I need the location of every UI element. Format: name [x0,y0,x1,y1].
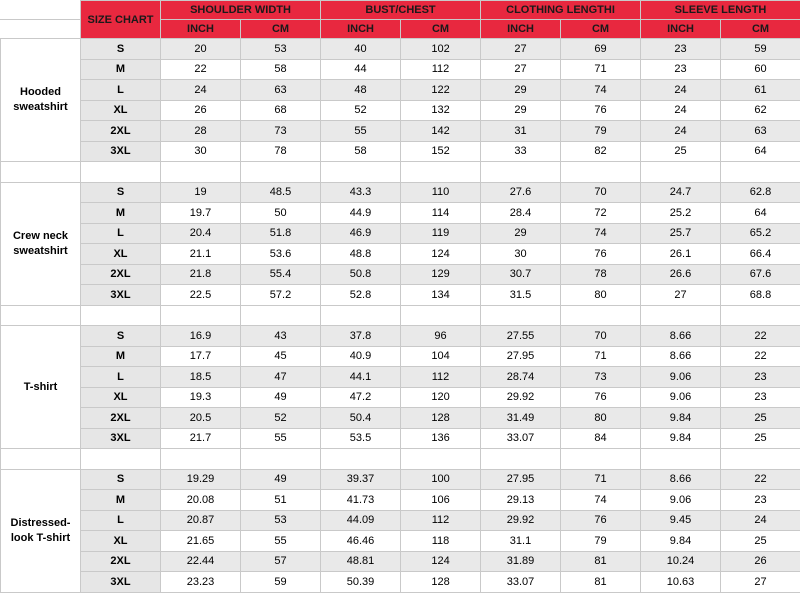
measurement-cell: 76 [561,387,641,408]
measurement-cell: 59 [241,572,321,593]
measurement-cell: 70 [561,182,641,203]
measurement-cell: 69 [561,39,641,60]
measurement-cell: 9.45 [641,510,721,531]
measurement-cell: 57.2 [241,285,321,306]
empty-cell [81,162,161,183]
table-row [1,39,800,60]
measurement-cell: 22 [721,469,800,490]
measurement-cell: 22.5 [161,285,241,306]
measurement-cell: 25.7 [641,223,721,244]
category-label: Distressed-look T-shirt [1,469,81,592]
measurement-cell: 17.7 [161,346,241,367]
measurement-cell: 47 [241,367,321,388]
category-label: T-shirt [1,326,81,449]
measurement-cell: 128 [401,572,481,593]
measurement-cell: 44 [321,59,401,80]
measurement-cell: 19.3 [161,387,241,408]
measurement-cell: 29 [481,223,561,244]
measurement-cell: 61 [721,80,800,101]
measurement-cell: 28.74 [481,367,561,388]
measurement-cell: 9.84 [641,408,721,429]
measurement-cell: 33.07 [481,572,561,593]
unit-cm: CM [561,20,641,39]
measurement-cell: 73 [241,121,321,142]
measurement-cell: 72 [561,203,641,224]
measurement-cell: 152 [401,141,481,162]
measurement-cell: 53 [241,39,321,60]
measurement-cell: 120 [401,387,481,408]
table-row [1,572,800,593]
measurement-cell: 20.87 [161,510,241,531]
measurement-cell: 28.4 [481,203,561,224]
empty-cell [721,305,800,326]
measurement-cell: 10.24 [641,551,721,572]
measurement-cell: 52 [241,408,321,429]
unit-inch: INCH [161,20,241,39]
measurement-cell: 128 [401,408,481,429]
measurement-cell: 48 [321,80,401,101]
table-row [1,367,800,388]
measurement-cell: 112 [401,367,481,388]
table-row [1,264,800,285]
measurement-cell: 74 [561,490,641,511]
empty-cell [161,449,241,470]
measurement-cell: 76 [561,244,641,265]
empty-cell [561,449,641,470]
measurement-cell: 25 [721,531,800,552]
measurement-cell: 55.4 [241,264,321,285]
header-corner-2 [1,20,81,39]
size-label: XL [81,387,161,408]
unit-cm: CM [401,20,481,39]
category-label: Hooded sweatshirt [1,39,81,162]
measurement-cell: 68 [241,100,321,121]
empty-cell [481,449,561,470]
measurement-cell: 122 [401,80,481,101]
measurement-cell: 80 [561,285,641,306]
unit-inch: INCH [321,20,401,39]
measurement-cell: 23 [641,39,721,60]
measurement-cell: 27 [641,285,721,306]
measurement-cell: 20.08 [161,490,241,511]
measurement-cell: 46.46 [321,531,401,552]
group-sleeve-length: SLEEVE LENGTH [641,1,800,20]
measurement-cell: 22.44 [161,551,241,572]
measurement-cell: 20.5 [161,408,241,429]
measurement-cell: 67.6 [721,264,800,285]
unit-inch: INCH [641,20,721,39]
measurement-cell: 24 [721,510,800,531]
measurement-cell: 78 [561,264,641,285]
measurement-cell: 19.7 [161,203,241,224]
measurement-cell: 53 [241,510,321,531]
measurement-cell: 112 [401,510,481,531]
measurement-cell: 37.8 [321,326,401,347]
measurement-cell: 9.06 [641,490,721,511]
measurement-cell: 24 [641,100,721,121]
measurement-cell: 27.95 [481,346,561,367]
measurement-cell: 52 [321,100,401,121]
table-row [1,531,800,552]
measurement-cell: 30 [481,244,561,265]
empty-cell [241,162,321,183]
measurement-cell: 112 [401,59,481,80]
measurement-cell: 49 [241,387,321,408]
measurement-cell: 29.92 [481,510,561,531]
measurement-cell: 106 [401,490,481,511]
empty-cell [561,162,641,183]
header-corner [1,1,81,20]
empty-cell [481,162,561,183]
group-bust-chest: BUST/CHEST [321,1,481,20]
empty-cell [81,305,161,326]
measurement-cell: 22 [721,326,800,347]
measurement-cell: 9.84 [641,531,721,552]
table-row [1,408,800,429]
measurement-cell: 59 [721,39,800,60]
size-label: L [81,367,161,388]
measurement-cell: 68.8 [721,285,800,306]
measurement-cell: 24 [641,121,721,142]
measurement-cell: 79 [561,121,641,142]
size-label: S [81,326,161,347]
size-label: XL [81,531,161,552]
measurement-cell: 81 [561,551,641,572]
size-label: M [81,203,161,224]
measurement-cell: 26 [161,100,241,121]
measurement-cell: 63 [721,121,800,142]
measurement-cell: 102 [401,39,481,60]
measurement-cell: 26.1 [641,244,721,265]
measurement-cell: 119 [401,223,481,244]
measurement-cell: 66.4 [721,244,800,265]
measurement-cell: 65.2 [721,223,800,244]
measurement-cell: 104 [401,346,481,367]
measurement-cell: 132 [401,100,481,121]
measurement-cell: 124 [401,551,481,572]
measurement-cell: 62.8 [721,182,800,203]
size-label: 3XL [81,572,161,593]
measurement-cell: 64 [721,203,800,224]
measurement-cell: 29 [481,100,561,121]
measurement-cell: 29.92 [481,387,561,408]
size-label: 3XL [81,141,161,162]
spacer-row [1,162,800,183]
measurement-cell: 40 [321,39,401,60]
table-row [1,203,800,224]
measurement-cell: 55 [241,428,321,449]
measurement-cell: 22 [721,346,800,367]
measurement-cell: 24 [161,80,241,101]
measurement-cell: 64 [721,141,800,162]
empty-cell [721,449,800,470]
category-label: Crew neck sweatshirt [1,182,81,305]
measurement-cell: 53.5 [321,428,401,449]
unit-cm: CM [721,20,800,39]
measurement-cell: 8.66 [641,346,721,367]
empty-cell [1,305,81,326]
measurement-cell: 44.9 [321,203,401,224]
measurement-cell: 10.63 [641,572,721,593]
measurement-cell: 23 [721,367,800,388]
empty-cell [641,449,721,470]
measurement-cell: 31.89 [481,551,561,572]
size-label: XL [81,100,161,121]
measurement-cell: 31 [481,121,561,142]
measurement-cell: 50.39 [321,572,401,593]
table-row [1,551,800,572]
measurement-cell: 58 [321,141,401,162]
measurement-cell: 33 [481,141,561,162]
measurement-cell: 142 [401,121,481,142]
unit-cm: CM [241,20,321,39]
measurement-cell: 43.3 [321,182,401,203]
measurement-cell: 27 [721,572,800,593]
measurement-cell: 51 [241,490,321,511]
measurement-cell: 81 [561,572,641,593]
measurement-cell: 50.8 [321,264,401,285]
table-row [1,510,800,531]
measurement-cell: 63 [241,80,321,101]
measurement-cell: 24.7 [641,182,721,203]
measurement-cell: 129 [401,264,481,285]
measurement-cell: 73 [561,367,641,388]
measurement-cell: 136 [401,428,481,449]
table-row [1,285,800,306]
size-label: L [81,510,161,531]
measurement-cell: 23 [721,490,800,511]
empty-cell [161,305,241,326]
size-label: L [81,223,161,244]
measurement-cell: 25 [721,428,800,449]
measurement-cell: 58 [241,59,321,80]
measurement-cell: 8.66 [641,469,721,490]
measurement-cell: 55 [241,531,321,552]
empty-cell [1,162,81,183]
size-label: S [81,182,161,203]
measurement-cell: 45 [241,346,321,367]
group-clothing-length: CLOTHING LENGTHI [481,1,641,20]
measurement-cell: 26.6 [641,264,721,285]
empty-cell [241,305,321,326]
measurement-cell: 30 [161,141,241,162]
measurement-cell: 40.9 [321,346,401,367]
measurement-cell: 25 [721,408,800,429]
measurement-cell: 27 [481,59,561,80]
table-row [1,141,800,162]
measurement-cell: 48.8 [321,244,401,265]
size-label: M [81,346,161,367]
empty-cell [321,449,401,470]
size-label: 2XL [81,121,161,142]
measurement-cell: 29.13 [481,490,561,511]
measurement-cell: 20.4 [161,223,241,244]
measurement-cell: 31.5 [481,285,561,306]
measurement-cell: 62 [721,100,800,121]
measurement-cell: 25.2 [641,203,721,224]
measurement-cell: 70 [561,326,641,347]
empty-cell [721,162,800,183]
measurement-cell: 27.55 [481,326,561,347]
table-row [1,387,800,408]
measurement-cell: 26 [721,551,800,572]
size-label: 3XL [81,428,161,449]
table-row [1,182,800,203]
measurement-cell: 44.1 [321,367,401,388]
group-shoulder-width: SHOULDER WIDTH [161,1,321,20]
measurement-cell: 79 [561,531,641,552]
measurement-cell: 50.4 [321,408,401,429]
measurement-cell: 49 [241,469,321,490]
table-row [1,100,800,121]
empty-cell [1,449,81,470]
size-label: S [81,469,161,490]
measurement-cell: 110 [401,182,481,203]
table-row [1,244,800,265]
measurement-cell: 9.84 [641,428,721,449]
measurement-cell: 53.6 [241,244,321,265]
measurement-cell: 46.9 [321,223,401,244]
measurement-cell: 39.37 [321,469,401,490]
measurement-cell: 23 [641,59,721,80]
header-row-groups [1,1,800,20]
measurement-cell: 9.06 [641,367,721,388]
empty-cell [561,305,641,326]
measurement-cell: 31.49 [481,408,561,429]
table-row [1,223,800,244]
unit-inch: INCH [481,20,561,39]
measurement-cell: 51.8 [241,223,321,244]
table-row [1,121,800,142]
size-label: 2XL [81,408,161,429]
measurement-cell: 57 [241,551,321,572]
measurement-cell: 84 [561,428,641,449]
measurement-cell: 48.81 [321,551,401,572]
measurement-cell: 33.07 [481,428,561,449]
size-label: 3XL [81,285,161,306]
empty-cell [241,449,321,470]
measurement-cell: 21.8 [161,264,241,285]
measurement-cell: 27.6 [481,182,561,203]
size-chart-label: SIZE CHART [81,1,161,39]
measurement-cell: 52.8 [321,285,401,306]
measurement-cell: 124 [401,244,481,265]
measurement-cell: 29 [481,80,561,101]
measurement-cell: 30.7 [481,264,561,285]
measurement-cell: 18.5 [161,367,241,388]
measurement-cell: 41.73 [321,490,401,511]
measurement-cell: 76 [561,510,641,531]
measurement-cell: 134 [401,285,481,306]
measurement-cell: 96 [401,326,481,347]
empty-cell [401,449,481,470]
table-row [1,490,800,511]
empty-cell [321,305,401,326]
measurement-cell: 74 [561,80,641,101]
spacer-row [1,305,800,326]
measurement-cell: 78 [241,141,321,162]
measurement-cell: 24 [641,80,721,101]
empty-cell [321,162,401,183]
measurement-cell: 48.5 [241,182,321,203]
table-row [1,469,800,490]
size-label: M [81,59,161,80]
table-row [1,428,800,449]
measurement-cell: 71 [561,346,641,367]
spacer-row [1,449,800,470]
measurement-cell: 100 [401,469,481,490]
empty-cell [401,162,481,183]
empty-cell [481,305,561,326]
measurement-cell: 31.1 [481,531,561,552]
measurement-cell: 9.06 [641,387,721,408]
measurement-cell: 71 [561,59,641,80]
measurement-cell: 23.23 [161,572,241,593]
table-row [1,326,800,347]
measurement-cell: 44.09 [321,510,401,531]
measurement-cell: 74 [561,223,641,244]
measurement-cell: 19 [161,182,241,203]
empty-cell [161,162,241,183]
measurement-cell: 60 [721,59,800,80]
measurement-cell: 118 [401,531,481,552]
table-row [1,80,800,101]
measurement-cell: 21.65 [161,531,241,552]
measurement-cell: 50 [241,203,321,224]
measurement-cell: 80 [561,408,641,429]
measurement-cell: 43 [241,326,321,347]
measurement-cell: 27 [481,39,561,60]
measurement-cell: 47.2 [321,387,401,408]
size-label: XL [81,244,161,265]
measurement-cell: 21.7 [161,428,241,449]
measurement-cell: 23 [721,387,800,408]
empty-cell [641,162,721,183]
measurement-cell: 22 [161,59,241,80]
empty-cell [81,449,161,470]
measurement-cell: 114 [401,203,481,224]
size-label: 2XL [81,264,161,285]
table-row [1,346,800,367]
measurement-cell: 25 [641,141,721,162]
size-label: S [81,39,161,60]
measurement-cell: 28 [161,121,241,142]
empty-cell [641,305,721,326]
measurement-cell: 71 [561,469,641,490]
table-row [1,59,800,80]
measurement-cell: 20 [161,39,241,60]
measurement-cell: 21.1 [161,244,241,265]
measurement-cell: 16.9 [161,326,241,347]
measurement-cell: 27.95 [481,469,561,490]
measurement-cell: 19.29 [161,469,241,490]
measurement-cell: 76 [561,100,641,121]
size-label: M [81,490,161,511]
size-label: L [81,80,161,101]
empty-cell [401,305,481,326]
measurement-cell: 55 [321,121,401,142]
size-label: 2XL [81,551,161,572]
measurement-cell: 8.66 [641,326,721,347]
measurement-cell: 82 [561,141,641,162]
